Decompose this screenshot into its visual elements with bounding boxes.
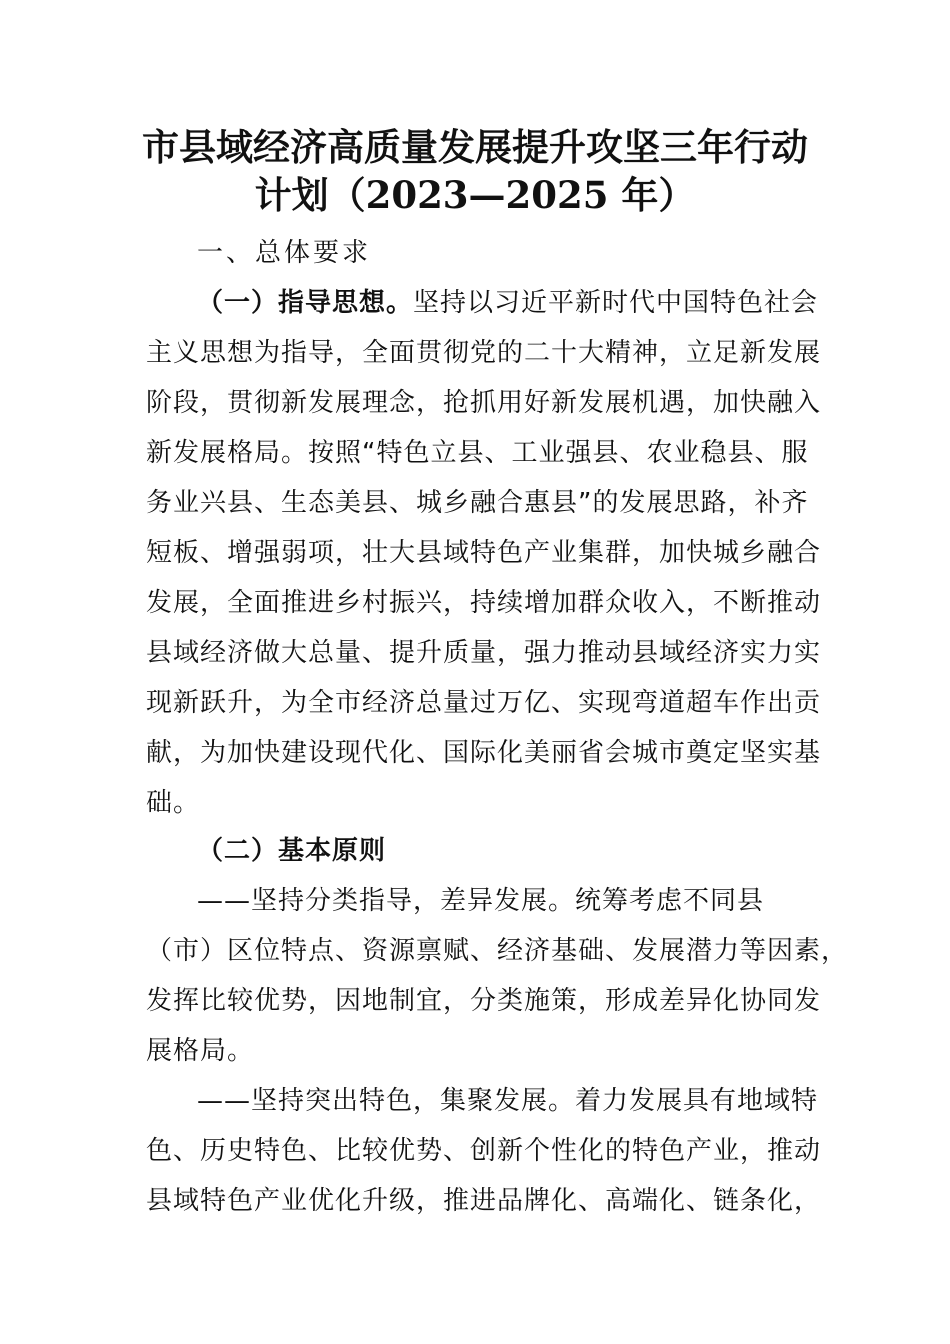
- paragraph-line: 主义思想为指导，全面贯彻党的二十大精神，立足新发展: [146, 338, 822, 368]
- subsection-heading: （一）指导思想。: [197, 288, 414, 318]
- paragraph-line: ——坚持突出特色，集聚发展。着力发展具有地域特: [197, 1086, 819, 1116]
- document-title-line-1: 市县域经济高质量发展提升攻坚三年行动: [142, 125, 808, 169]
- paragraph-line: 务业兴县、生态美县、城乡融合惠县”的发展思路，补齐: [146, 488, 809, 518]
- paragraph-line: （市）区位特点、资源禀赋、经济基础、发展潜力等因素，: [146, 936, 849, 966]
- paragraph-line: 阶段，贯彻新发展理念，抢抓用好新发展机遇，加快融入: [146, 388, 822, 418]
- paragraph-line: ——坚持分类指导，差异发展。统筹考虑不同县: [197, 886, 765, 916]
- paragraph-line: 现新跃升，为全市经济总量过万亿、实现弯道超车作出贡: [146, 688, 822, 718]
- paragraph-text: 坚持以习近平新时代中国特色社会: [413, 288, 819, 318]
- paragraph-line: 础。: [146, 788, 201, 818]
- paragraph-line: 发挥比较优势，因地制宜，分类施策，形成差异化协同发: [146, 986, 822, 1016]
- paragraph-line: 县域特色产业优化升级，推进品牌化、高端化、链条化，: [146, 1186, 822, 1216]
- paragraph-line: 新发展格局。按照“特色立县、工业强县、农业稳县、服: [146, 438, 809, 468]
- document-title-line-2: 计划（2023—2025 年）: [254, 173, 696, 217]
- paragraph-line: 展格局。: [146, 1036, 255, 1066]
- paragraph-line: [197, 286, 818, 320]
- paragraph-line: 献，为加快建设现代化、国际化美丽省会城市奠定坚实基: [146, 738, 822, 768]
- paragraph-line: 色、历史特色、比较优势、创新个性化的特色产业，推动: [146, 1136, 822, 1166]
- paragraph-line: 县域经济做大总量、提升质量，强力推动县域经济实力实: [146, 638, 822, 668]
- paragraph-line: 发展，全面推进乡村振兴，持续增加群众收入，不断推动: [146, 588, 822, 618]
- paragraph-line: 短板、增强弱项，壮大县域特色产业集群，加快城乡融合: [146, 538, 822, 568]
- section-heading: 一、总体要求: [197, 238, 372, 268]
- subsection-heading: （二）基本原则: [197, 836, 387, 866]
